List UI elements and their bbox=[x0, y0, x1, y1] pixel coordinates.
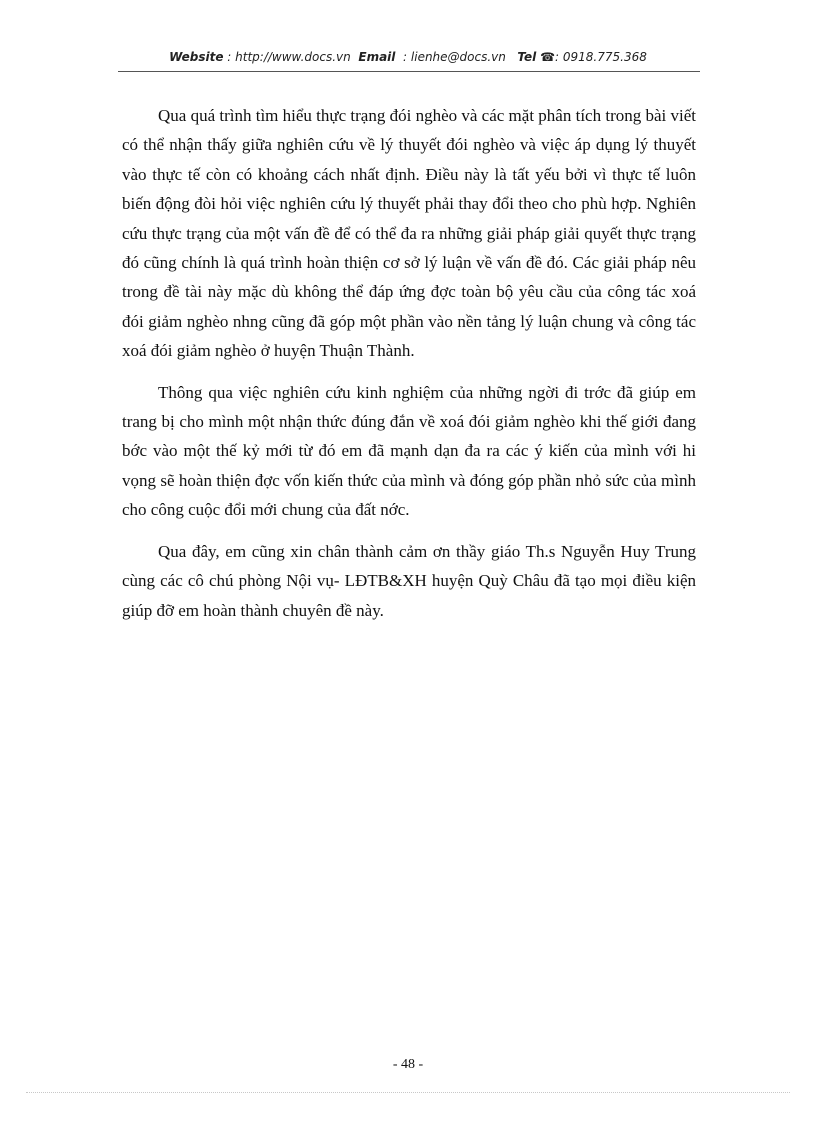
website-value: : http://www.docs.vn bbox=[227, 50, 351, 64]
document-body bbox=[122, 101, 696, 637]
page-number: - 48 - bbox=[392, 1057, 424, 1072]
footer-divider bbox=[26, 1092, 790, 1093]
paragraph-acknowledgement: Qua đây, em cũng xin chân thành cảm ơn thầy giáo Th.s Nguyễn Huy Trung cùng các cô chú phòng Nội vụ- LĐTB&XH huyện Quỳ Châu đã tạo mọi điều kiện giúp đỡ em hoàn thành chuyên đề này. bbox=[122, 541, 696, 620]
phone-icon: ☎ bbox=[540, 50, 556, 64]
tel-label: Tel bbox=[517, 50, 537, 64]
website-label: Website bbox=[169, 50, 224, 64]
paragraph-experience: Thông qua việc nghiên cứu kinh nghiệm của những ngời đi trớc đã giúp em trang bị cho mình một nhận thức đúng đắn về xoá đói giảm nghèo khi thế giới đang bớc vào một thế kỷ mới từ đó em đã mạnh dạn đa ra các ý kiến của mình với hi vọng sẽ hoàn thiện đợc vốn kiến thức của mình và đóng góp phần nhỏ sức của mình cho công cuộc đổi mới chung của đất nớc. bbox=[122, 382, 696, 520]
page-header bbox=[118, 50, 698, 64]
header-divider bbox=[118, 71, 700, 72]
paragraph-conclusion: Qua quá trình tìm hiểu thực trạng đói nghèo và các mặt phân tích trong bài viết có thể nhận thấy giữa nghiên cứu về lý thuyết đói nghèo và việc áp dụng lý thuyết vào thực tế còn có khoảng cách nhất định. Điều này là tất yếu bởi vì thực tế luôn biến động đòi hỏi việc nghiên cứu lý thuyết phải thay đổi theo cho phù hợp. Nghiên cứu thực trạng của một vấn đề để có thể đa ra những giải pháp giải quyết thực trạng đó cũng chính là quá trình hoàn thiện cơ sở lý luận về vấn đề đó. Các giải pháp nêu trong đề tài này mặc dù không thể đáp ứng đợc toàn bộ yêu cầu của công tác xoá đói giảm nghèo nhng cũng đã góp một phần vào nền tảng lý luận chung và công tác xoá đói giảm nghèo ở huyện Thuận Thành. bbox=[122, 106, 696, 361]
email-label: Email bbox=[358, 50, 396, 64]
email-value: : lienhe@docs.vn bbox=[403, 50, 506, 64]
tel-value: : 0918.775.368 bbox=[555, 50, 647, 64]
